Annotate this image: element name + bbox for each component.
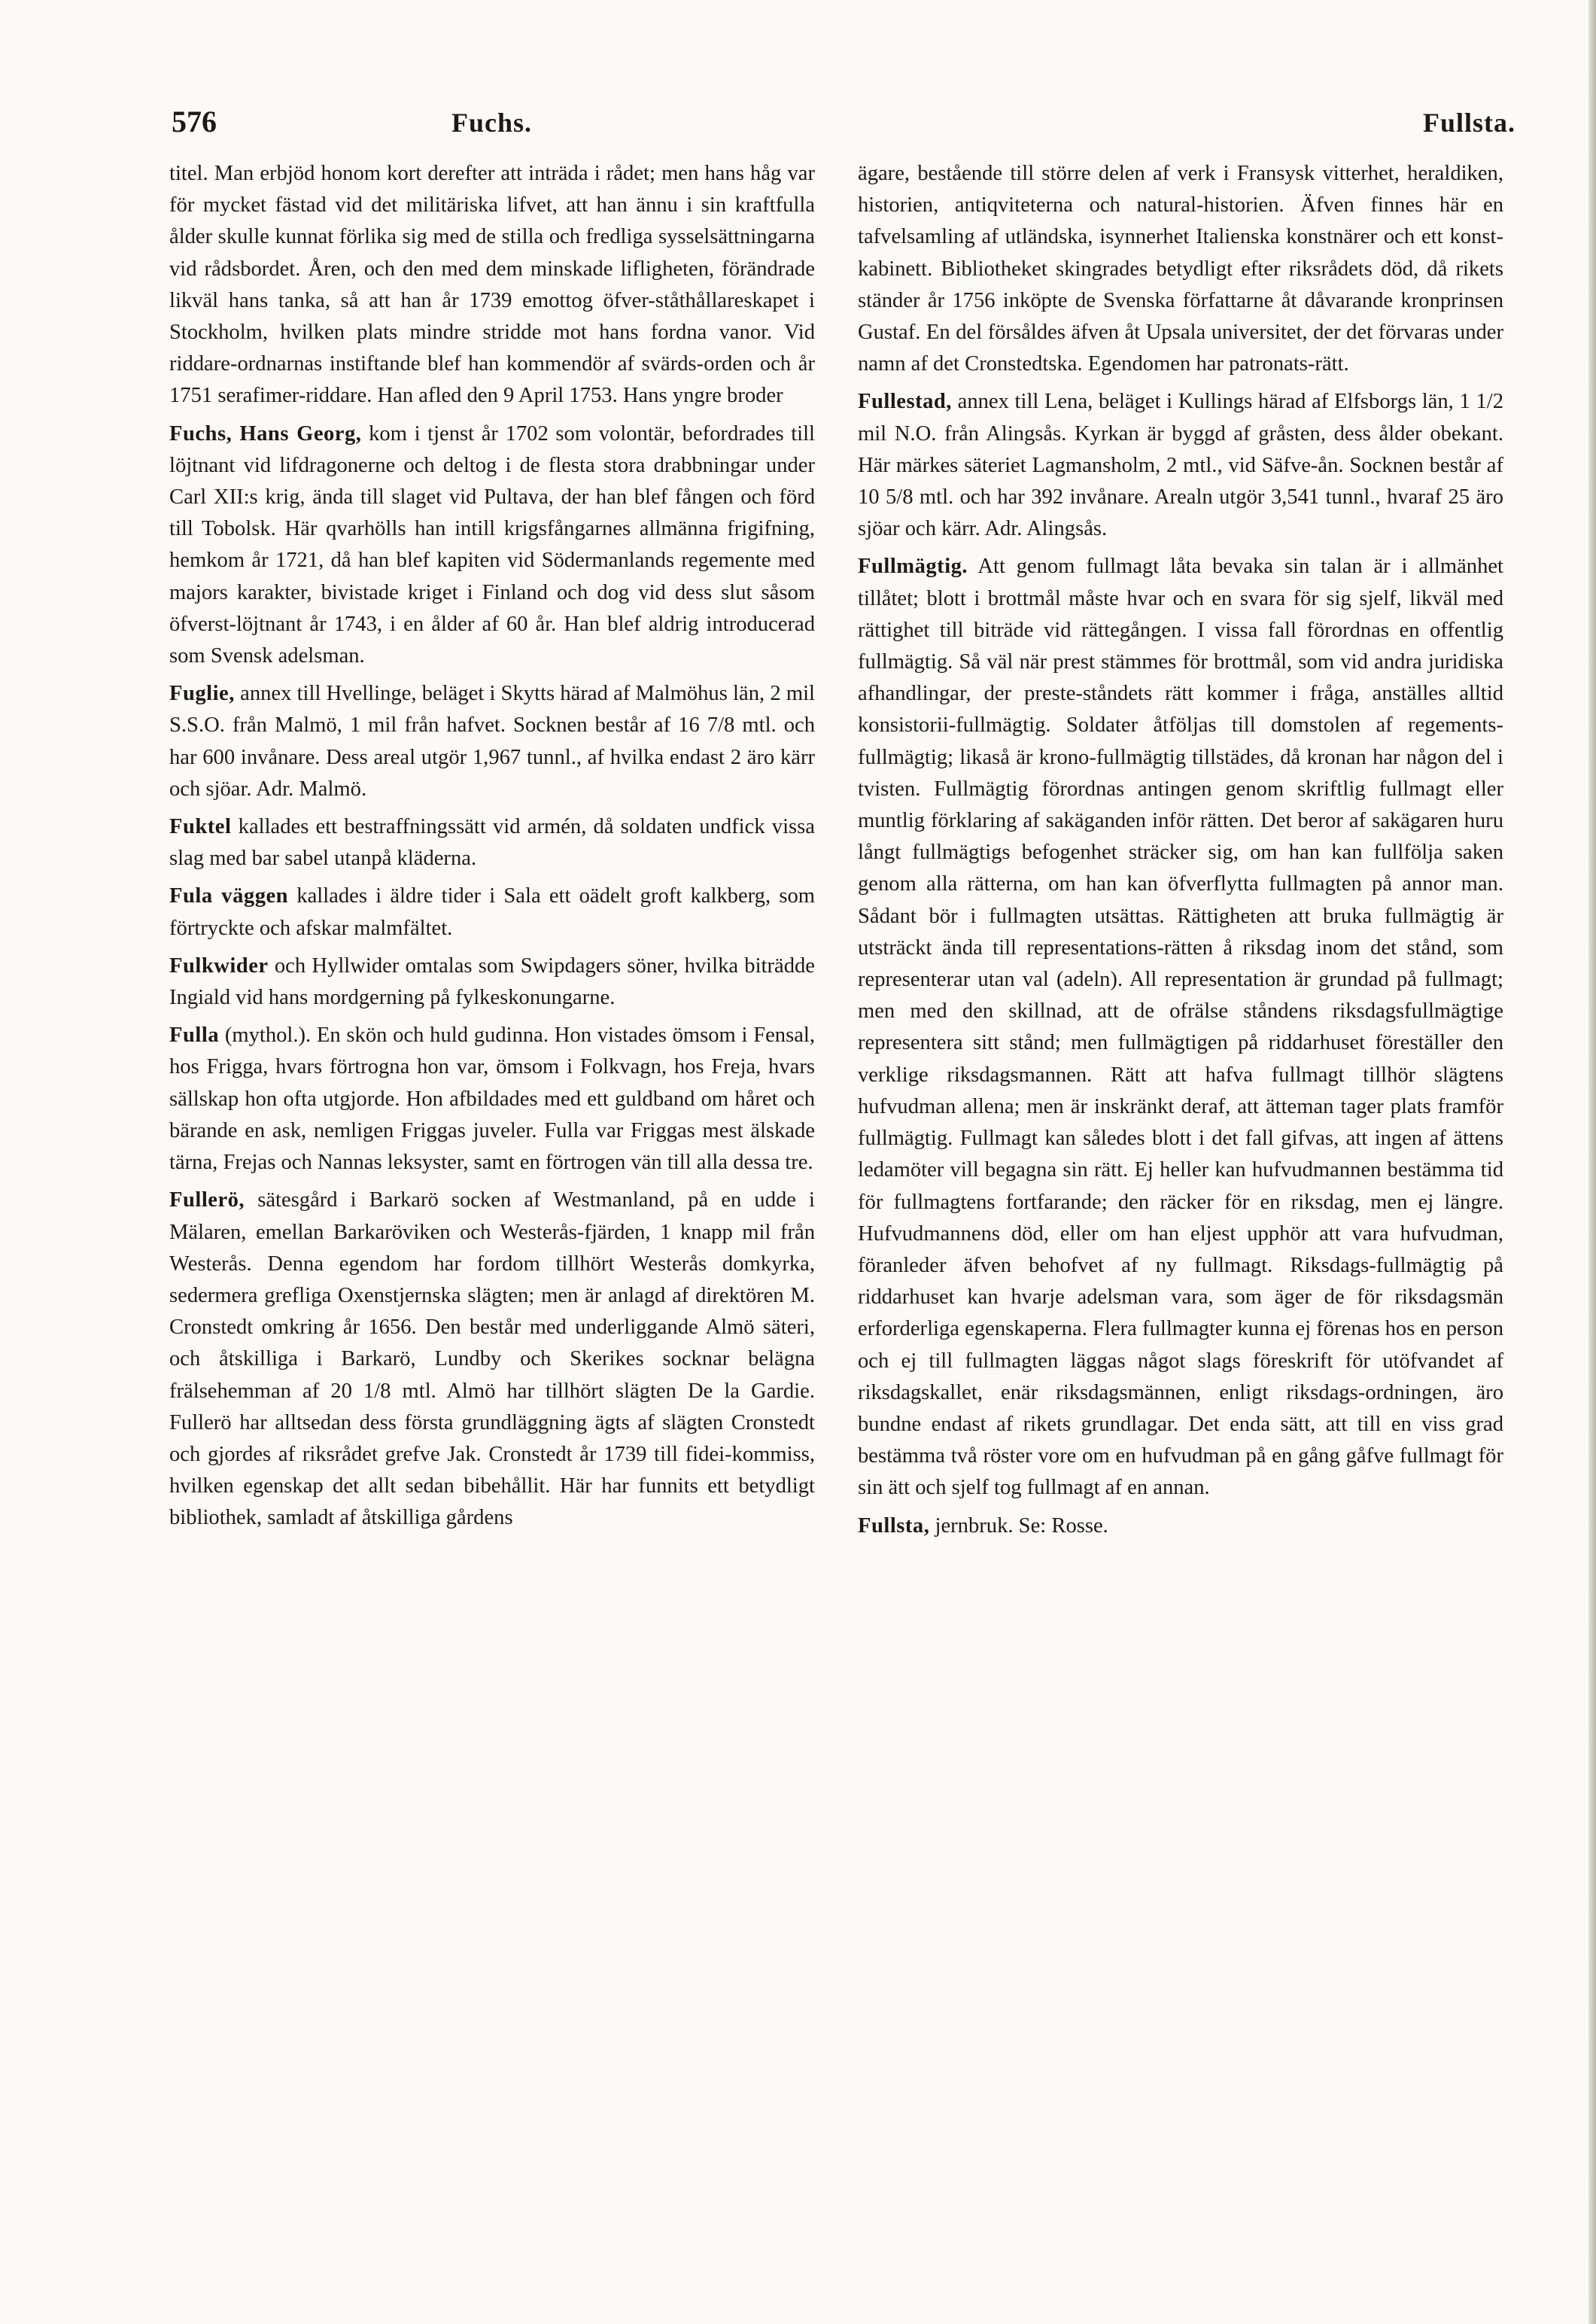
entry-text: (mythol.). En skön och huld gudinna. Hon vistades ömsom i Fensal, hos Frigga, hvars förtrogna hon var, ömsom i Folkvagn, hos Freja, hvars sällskap hon ofta utgjorde. Hon afbildades med ett guldband om håret och bärande en ask, nemligen Friggas juveler. Fulla var Friggas mest älskade tärna, Frejas och Nannas leksyster, samt en förtrogen vän till alla dessa tre. <box>169 1024 816 1175</box>
entry-text: ägare, bestående till större delen af verk i Fransysk vitterhet, heraldiken, historien, antiqviteterna och natural-historien. Äfven finnes här en tafvelsamling af utländska, isynnerhet Italienska konstnärer och ett konst-kabinett. Bibliotheket skingrades betydligt efter riksrådets död, då rikets ständer år 1756 inköpte de Svenska författarne åt dåvarande kronprinsen Gustaf. En del försåldes äfven åt Upsala universitet, der det förvaras under namn af det Cronstedtska. Egendomen har patronats-rätt. <box>858 162 1503 376</box>
page-edge <box>1588 0 1596 2324</box>
entry-headword: Fullsta, <box>858 1513 930 1538</box>
running-header <box>172 104 1515 149</box>
entry-headword: Fullestad, <box>858 390 952 414</box>
entry-text: Att genom fullmagt låta bevaka sin talan är i allmänhet tillåtet; blott i brottmål måste hvar och en svara för sig sjelf, likväl med rättighet till biträde vid rättegången. I vissa fall förordnas en offentlig fullmägtig. Så väl när prest stämmes för brottmål, som vid andra juridiska afhandlingar, der preste-ståndets rätt kommer i fråga, anställes alltid konsistorii-fullmägtig. Soldater åtföljas till domstolen af regements-fullmägtig; likaså är krono-fullmägtig tillstädes, då kronan har någon del i tvisten. Fullmägtig förordnas antingen genom skriftlig fullmagt eller muntlig förklaring af sakäganden inför rätten. Det beror af sakägaren huru långt fullmägtigs befogenhet sträcker sig, om han kan fullfölja saken genom alla rätterna, om han kan öfverflytta fullmagten på annor man. Sådant bör i fullmagten utsättas. Rättigheten att bruka fullmägtig är utsträckt ända till representations-rätten å riksdag inom det stånd, som representerar utan val (adeln). All representation är grundad på fullmagt; men med den skillnad, att de ofrälse ståndens riksdagsfullmägtige representera sitt stånd; men fullmägtigen på riddarhuset föreställer den verklige riksdagsmannen. Rätt att hafva fullmagt tillhör slägtens hufvudman allena; men är inskränkt deraf, att ätteman tager plats framför fullmägtig. Fullmagt kan således blott i det fall gifvas, att ingen af ättens ledamöter vill begagna sin rätt. Ej heller kan hufvudmannen bestämma tid för fullmagtens fortfarande; den räcker för en riksdag, men ej längre. Hufvudmannens död, eller om han eljest upphör att vara hufvudman, föranleder äfven behofvet af ny fullmagt. Riksdags-fullmägtig på riddarhuset kan hvarje adelsman vara, som äger de för riksdagsmän erforderliga egenskaperna. Flera fullmagter kunna ej förenas hos en person och ej till fullmagten läggas något slags föreskrift för utöfvandet af riksdagskallet, enär riksdagsmännen, enligt riksdags-ordningen, äro bundne endast af rikets grundlagar. Det enda sätt, att till en viss grad bestämma två röster vore om en hufvudman på en gång gåfve fullmagt för sin ätt och sjelf tog fullmagt af en annan. <box>858 555 1503 1500</box>
page-number: 576 <box>172 105 217 138</box>
entry-fullmagtig <box>858 551 1503 1504</box>
entry-text: kallades ett bestraffningssätt vid armén, då soldaten undfick vissa slag med bar sabel utanpå kläderna. <box>169 815 815 871</box>
entry-headword: Fullmägtig. <box>858 555 968 579</box>
entry-fullero <box>169 1185 815 1534</box>
entry-fullero-continued <box>858 158 1503 380</box>
entry-titel-continued <box>169 158 815 412</box>
entry-text: jernbruk. Se: Rosse. <box>935 1513 1108 1538</box>
entry-fullestad <box>858 386 1503 545</box>
entry-headword: Fuglie, <box>169 682 235 706</box>
entry-headword: Fuktel <box>169 815 232 839</box>
entry-fulkwider <box>169 951 815 1014</box>
entry-text: annex till Hvellinge, beläget i Skytts härad af Malmöhus län, 2 mil S.S.O. från Malmö, 1 mil från hafvet. Socknen består af 16 7/8 mtl. och har 600 invånare. Dess areal utgör 1,967 tunnl., af hvilka endast 2 äro kärr och sjöar. Adr. Malmö. <box>169 682 815 801</box>
left-column <box>169 158 815 1535</box>
entry-text: sätesgård i Barkarö socken af Westmanland, på en udde i Mälaren, emellan Barkaröviken och Westerås-fjärden, 1 knapp mil från Westerås. Denna egendom har fordom tillhört Westerås domkyrka, sedermera grefliga Oxenstjernska slägten; men är anlagd af direktören M. Cronstedt omkring år 1656. Den består med underliggande Almö säteri, och åtskilliga i Barkarö, Lundby och Skerikes socknar belägna frälsehemman af 20 1/8 mtl. Almö har tillhört slägten De la Gardie. Fullerö har alltsedan dess första grundläggning ägts af slägten Cronstedt och gjordes af riksrådet grefve Jak. Cronstedt år 1739 till fidei-kommiss, hvilken egenskap det allt sedan bibehållit. Här har funnits ett betydligt bibliothek, samladt af åtskilliga gårdens <box>169 1188 815 1530</box>
entry-fuchs-hans-georg <box>169 418 815 673</box>
entry-fuglie <box>169 678 815 805</box>
entry-text: kallades i äldre tider i Sala ett oädelt groft kalkberg, som förtryckte och afskar malmfältet. <box>169 884 815 940</box>
entry-text: och Hyllwider omtalas som Swipdagers söner, hvilka biträdde Ingiald vid hans mordgerning på fylkeskonungarne. <box>169 954 815 1010</box>
right-column <box>858 158 1503 1542</box>
entry-fullsta <box>858 1510 1503 1542</box>
entry-headword: Fulkwider <box>169 954 269 978</box>
entry-headword: Fulla <box>169 1024 220 1048</box>
entry-headword: Fula väggen <box>169 884 289 908</box>
entry-fuktel <box>169 811 815 875</box>
entry-headword: Fullerö, <box>169 1188 245 1212</box>
entry-fulla <box>169 1020 815 1179</box>
entry-headword: Fuchs, Hans Georg, <box>169 421 362 446</box>
entry-text: kom i tjenst år 1702 som volontär, befordrades till löjtnant vid lifdragonerne och deltog i de flesta stora drabbningar under Carl XII:s krig, ända till slaget vid Pultava, der han blef fången och förd till Tobolsk. Här qvarhölls han intill krigsfångarnes allmänna frigifning, hemkom år 1721, då han blef kapiten vid Södermanlands regemente med majors karakter, bivistade kriget i Finland och dog vid dess slut såsom öfverst-löjtnant år 1743, i en ålder af 60 år. Han blef aldrig introducerad som Svensk adelsman. <box>169 421 815 668</box>
left-running-head: Fuchs. <box>451 108 533 138</box>
right-running-head: Fullsta. <box>1422 108 1515 138</box>
entry-fula-vaggen <box>169 881 815 944</box>
entry-text: titel. Man erbjöd honom kort derefter att inträda i rådet; men hans håg var för mycket fästad vid det militäriska lifvet, att han ännu i sin kraftfulla ålder skulle kunnat förlika sig med de stilla och fredliga sysselsättningarna vid rådsbordet. Åren, och den med dem minskade lifligheten, förändrade likväl hans tanka, så att han år 1739 emottog öfver-ståthållareskapet i Stockholm, hvilken plats mindre stridde mot hans fordna vanor. Vid riddare-ordnarnas instiftande blef han kommendör af svärds-orden och år 1751 serafimer-riddare. Han afled den 9 April 1753. Hans yngre broder <box>169 162 815 408</box>
entry-text: annex till Lena, beläget i Kullings härad af Elfsborgs län, 1 1/2 mil N.O. från Alingsås. Kyrkan är byggd af gråsten, dess ålder obekant. Här märkes säteriet Lagmansholm, 2 mtl., vid Säfve-ån. Socknen består af 10 5/8 mtl. och har 392 invånare. Arealn utgör 3,541 tunnl., hvaraf 25 äro sjöar och kärr. Adr. Alingsås. <box>858 390 1503 541</box>
